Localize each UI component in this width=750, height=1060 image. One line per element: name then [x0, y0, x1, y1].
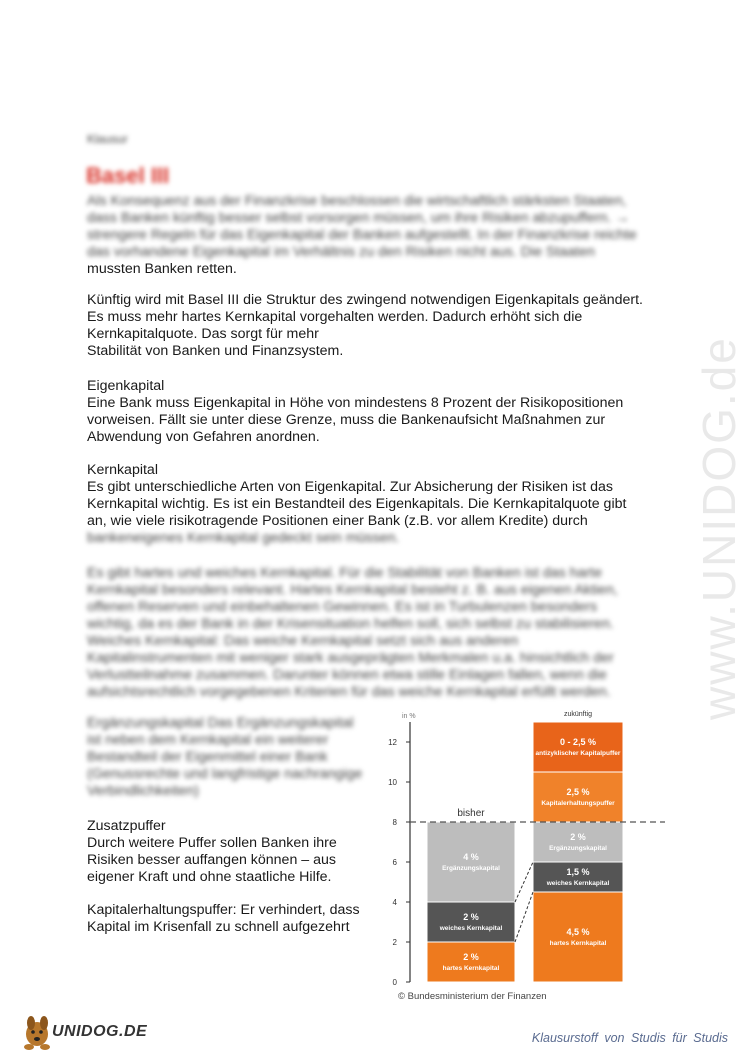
data-label: 1,5 % [566, 867, 590, 877]
bar-segment [533, 892, 623, 982]
kernkapital-line: an, wie viele risikotragende Positionen einer Bank (z.B. vor allem Kredite) durch [87, 513, 588, 529]
ergaenzung-line: Ergänzungskapital Das Ergänzungskapital [87, 715, 354, 731]
eigenkapital-line: vorweisen. Fällt sie unter diese Grenze, muss die Bankenaufsicht Maßnahmen zur [87, 412, 606, 428]
bar-segment [427, 822, 515, 902]
segment-name-label: hartes Kernkapital [549, 940, 607, 947]
intro-blurred-lines [87, 193, 677, 261]
hartes-line: wichtig, da es der Bank in der Krisensituation helfen soll, sich selbst zu stabilisieren. [87, 616, 614, 632]
kernkapital-line: Es gibt unterschiedliche Arten von Eigenkapital. Zur Absicherung der Risiken ist das [87, 479, 614, 495]
eigenkapital-section [87, 378, 677, 446]
eigenkapital-line: Abwendung von Gefahren anordnen. [87, 429, 320, 445]
ergaenzung-line: ist neben dem Kernkapital ein weiterer [87, 732, 329, 748]
y-tick-label: 10 [388, 778, 397, 787]
bar-segment [427, 942, 515, 982]
intro-line: dass Banken künftig besser selbst vorsorgen müssen, um ihre Risiken abzupuffern. → [87, 210, 630, 226]
segment-name-label: weiches Kernkapital [439, 925, 503, 932]
data-label: 2 % [570, 832, 586, 842]
hartes-line: Es gibt hartes und weiches Kernkapital. Für die Stabilität von Banken ist das harte [87, 565, 602, 581]
intro-line: strengere Regeln für das Eigenkapital der Banken aufgestellt. In der Finanzkrise reichte [87, 227, 637, 243]
hartes-line: offenen Reserven und einbehaltenen Gewinnen. Es ist in Turbulenzen besonders [87, 599, 598, 615]
hartes-line: Weiches Kernkapital: Das weiche Kernkapital setzt sich aus anderen [87, 633, 519, 649]
hartes-line: Verlustteilnahme zusammen. Darunter können etwa stille Einlagen fallen, wenn die [87, 667, 607, 683]
kernkapital-line: Kernkapital wichtig. Es ist ein Bestandteil des Eigenkapitals. Die Kernkapitalquote gibt [87, 496, 627, 512]
data-label: 4,5 % [566, 927, 590, 937]
chart-source: © Bundesministerium der Finanzen [398, 991, 547, 1002]
svg-text:www.UNIDOG.de: www.UNIDOG.de [693, 336, 745, 720]
y-tick-label: 12 [388, 738, 397, 747]
connector-line [515, 862, 533, 902]
data-label: 2 % [463, 912, 479, 922]
exam-label: Klausur [87, 132, 128, 146]
y-tick-label: 0 [392, 978, 397, 987]
y-axis-label: in % [402, 713, 416, 720]
footer-tagline: Klausurstoff von Studis für Studis [531, 1031, 728, 1045]
kernkapital-blurred-line: bankeneigenes Kernkapital gedeckt sein müssen. [87, 530, 400, 546]
kapitalerhaltung-paragraph [87, 902, 387, 936]
zusatzpuffer-heading: Zusatzpuffer [87, 818, 166, 834]
bar-segment [533, 772, 623, 822]
segment-name-label: weiches Kernkapital [546, 880, 610, 887]
zusatzpuffer-line: Durch weitere Puffer sollen Banken ihre [87, 835, 337, 851]
eigenkapital-heading: Eigenkapital [87, 378, 165, 394]
intro-line: Als Konsequenz aus der Finanzkrise beschlossen die wirtschaftlich stärksten Staaten, [87, 193, 627, 209]
category-label: zukünftig [563, 711, 593, 718]
hartes-line: Kapitalinstrumenten mit weniger stark ausgeprägten Merkmalen u.a. hinsichtlich der [87, 650, 614, 666]
intro-paragraph [87, 193, 677, 278]
data-label: 2,5 % [566, 787, 590, 797]
bar-segment [533, 822, 623, 862]
zusatzpuffer-line: Risiken besser auffangen können – aus [87, 852, 336, 868]
data-label: 4 % [463, 852, 479, 862]
hartes-weiches-paragraph [87, 565, 677, 701]
document-title: Basel III [86, 163, 170, 188]
structure-line: Künftig wird mit Basel III die Struktur des zwingend notwendigen Eigenkapitals geändert. [87, 292, 643, 308]
segment-name-label: antizyklischer Kapitalpuffer [535, 750, 621, 757]
ergaenzung-line: Bestandteil der Eigenmittel einer Bank [87, 749, 328, 765]
data-label: 2 % [463, 952, 479, 962]
y-tick-label: 8 [392, 818, 397, 827]
kernkapital-section [87, 462, 677, 547]
ergaenzung-line: Verbindlichkeiten) [87, 783, 199, 799]
structure-line: Kernkapitalquote. Das sorgt für mehr [87, 326, 319, 342]
capital-chart [365, 700, 695, 1010]
zusatzpuffer-line: eigener Kraft und ohne staatliche Hilfe. [87, 869, 332, 885]
segment-name-label: Ergänzungskapital [549, 845, 607, 852]
kernkapital-heading: Kernkapital [87, 462, 158, 478]
y-tick-label: 4 [392, 898, 397, 907]
data-label: 0 - 2,5 % [559, 737, 597, 747]
kapitalerhaltung-line: Kapitalerhaltungspuffer: Er verhindert, dass [87, 902, 360, 918]
intro-line: das vorhandene Eigenkapital im Verhältnis zu den Risiken nicht aus. Die Staaten [87, 244, 595, 260]
category-label: bisher [457, 808, 485, 819]
y-tick-label: 6 [392, 858, 397, 867]
segment-name-label: Kapitalerhaltungspuffer [541, 800, 615, 807]
zusatzpuffer-section [87, 818, 387, 886]
structure-line: Stabilität von Banken und Finanzsystem. [87, 343, 344, 359]
segment-name-label: hartes Kernkapital [442, 965, 500, 972]
y-tick-label: 2 [392, 938, 397, 947]
eigenkapital-line: Eine Bank muss Eigenkapital in Höhe von mindestens 8 Prozent der Risikopositionen [87, 395, 624, 411]
bar-segment [427, 902, 515, 942]
hartes-line: Kernkapital besonders relevant. Hartes Kernkapital besteht z. B. aus eigenen Aktien, [87, 582, 618, 598]
hartes-line: aufsichtsrechtlich vorgegebenen Kriterien für das weiche Kernkapital erfüllt werden. [87, 684, 611, 700]
ergaenzung-line: (Genussrechte und langfristige nachrangige [87, 766, 363, 782]
logo-text: UNIDOG.DE [52, 1023, 148, 1040]
zusatzpuffer-body [87, 835, 387, 886]
bar-segment [533, 722, 623, 772]
structure-paragraph [87, 292, 677, 360]
ergaenzungskapital-paragraph [87, 715, 377, 800]
structure-line: Es muss mehr hartes Kernkapital vorgehalten werden. Dadurch erhöht sich die [87, 309, 583, 325]
intro-last-line: mussten Banken retten. [87, 261, 237, 277]
eigenkapital-body [87, 395, 677, 446]
kernkapital-body [87, 479, 677, 530]
segment-name-label: Ergänzungskapital [442, 865, 500, 872]
kapitalerhaltung-line: Kapital im Krisenfall zu schnell aufgezehrt [87, 919, 350, 935]
connector-line [515, 892, 533, 942]
